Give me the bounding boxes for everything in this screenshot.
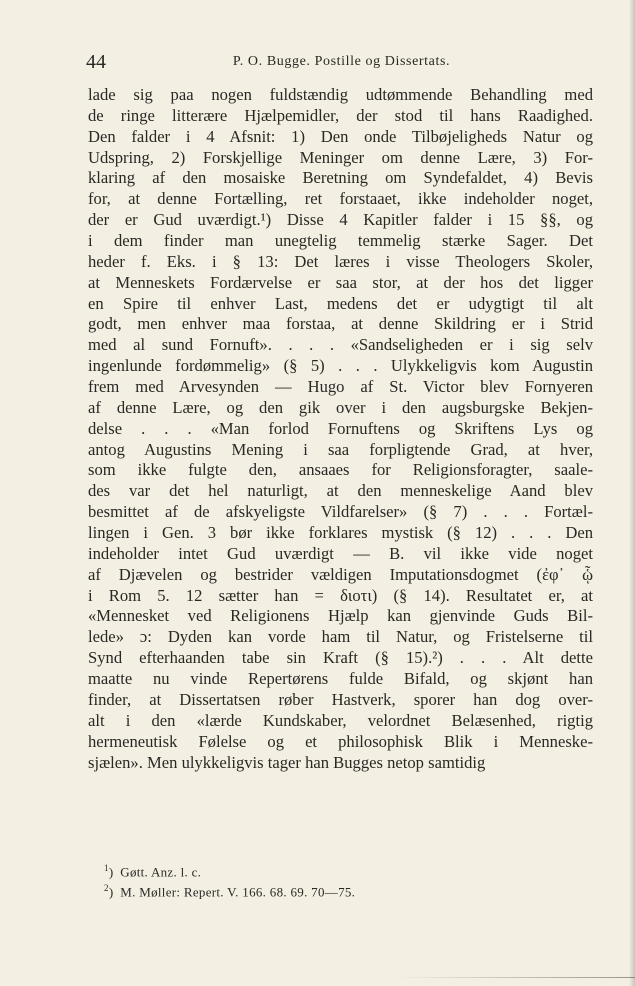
body-line: en Spire til enhver Last, medens det er udygtigt til alt xyxy=(88,293,593,313)
body-line: de ringe litterære Hjælpemidler, der stod til hans Raadighed. xyxy=(88,105,593,125)
body-text xyxy=(88,85,593,773)
page-number: 44 xyxy=(86,51,106,73)
body-line: Udspring, 2) Forskjellige Meninger om denne Lære, 3) For- xyxy=(88,147,593,167)
body-line: des var det hel naturligt, at den menneskelige Aand blev xyxy=(88,481,593,501)
body-line: hermeneutisk Følelse og et philosophisk Blik i Menneske- xyxy=(88,731,593,751)
body-line: Synd efterhaanden tabe sin Kraft (§ 15).²) . . . Alt dette xyxy=(88,648,593,668)
footnote-marker: 1 xyxy=(104,863,109,873)
body-line: Den falder i 4 Afsnit: 1) Den onde Tilbøjeligheds Natur og xyxy=(88,126,593,146)
body-line: med al sund Fornuft». . . . «Sandseligheden er i sig selv xyxy=(88,335,593,355)
footnote xyxy=(104,858,584,878)
body-line: lade sig paa nogen fuldstændig udtømmende Behandling med xyxy=(88,85,593,104)
body-line: antog Augustins Mening i saa forpligtende Grad, at hver, xyxy=(88,439,593,459)
body-line: af Djævelen og bestrider vældigen Imputationsdogmet (ἐφ᾽ ᾧ xyxy=(88,564,593,584)
body-line: «Mennesket ved Religionens Hjælp kan gjenvinde Guds Bil- xyxy=(88,606,593,626)
footnote-marker: 2 xyxy=(104,883,109,893)
body-line: ingenlunde fordømmelig» (§ 5) . . . Ulykkeligvis kom Augustin xyxy=(88,356,593,376)
body-line: heder f. Eks. i § 13: Det læres i visse Theologers Skoler, xyxy=(88,251,593,271)
body-line: der er Gud uværdigt.¹) Disse 4 Kapitler falder i 15 §§, og xyxy=(88,210,593,230)
footnote-text: M. Møller: Repert. V. 166. 68. 69. 70—75. xyxy=(120,884,356,900)
body-line: af denne Lære, og den gik over i den augsburgske Bekjen- xyxy=(88,397,593,417)
footnotes xyxy=(104,858,584,898)
body-line: at Menneskets Fordærvelse er saa stor, at der hos det ligger xyxy=(88,272,593,292)
footnote-text: Gøtt. Anz. l. c. xyxy=(120,864,202,880)
body-line: frem med Arvesynden — Hugo af St. Victor blev Fornyeren xyxy=(88,377,593,397)
body-line: indeholder intet Gud uværdigt — B. vil ikke vide noget xyxy=(88,543,593,563)
body-line: sjælen». Men ulykkeligvis tager han Bugges netop samtidig xyxy=(88,752,486,772)
page-edge-shadow xyxy=(629,0,635,986)
body-line: i dem finder man unegtelig temmelig stærke Sager. Det xyxy=(88,231,593,251)
body-line: godt, men enhver maa forstaa, at denne Skildring er i Strid xyxy=(88,314,593,334)
running-title: P. O. Bugge. Postille og Dissertats. xyxy=(232,54,451,69)
footnote-marker-paren: ) xyxy=(108,864,121,880)
body-line: alt i den «lærde Kundskaber, velordnet Belæsenhed, rigtig xyxy=(88,710,593,730)
body-line: som ikke fulgte den, ansaaes for Religionsforagter, saale- xyxy=(88,460,593,480)
body-line: klaring af den mosaiske Beretning om Syndefaldet, 4) Bevis xyxy=(88,168,593,188)
body-line: finder, at Dissertatsen røber Hastverk, sporer han dog over- xyxy=(88,689,593,709)
page-edge-mark xyxy=(395,977,635,978)
body-line: maatte nu vinde Repertørens fulde Bifald, og skjønt han xyxy=(88,669,593,689)
body-line: lede» ɔ: Dyden kan vorde ham til Natur, og Fristelserne til xyxy=(88,627,593,647)
footnote-marker-paren: ) xyxy=(108,884,121,900)
body-line: for, at denne Fortælling, ret forstaaet, ikke indeholder noget, xyxy=(88,189,593,209)
body-line: i Rom 5. 12 sætter han = διοτι) (§ 14). Resultatet er, at xyxy=(88,585,593,605)
body-line: delse . . . «Man forlod Fornuftens og Skriftens Lys og xyxy=(88,418,593,438)
footnote xyxy=(104,878,584,898)
body-line: besmittet af de afskyeligste Vildfarelser» (§ 7) . . . Fortæl- xyxy=(88,502,593,522)
body-line: lingen i Gen. 3 bør ikke forklares mystisk (§ 12) . . . Den xyxy=(88,523,593,543)
